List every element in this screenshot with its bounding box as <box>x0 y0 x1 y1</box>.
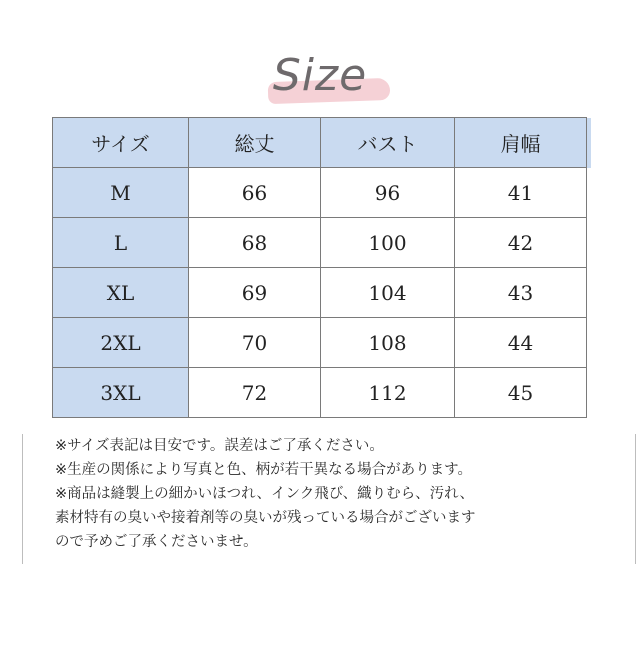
size-cell: L <box>53 218 189 268</box>
table-row <box>53 168 591 218</box>
length-cell: 66 <box>189 168 321 218</box>
bust-cell: 100 <box>321 218 455 268</box>
size-cell: M <box>53 168 189 218</box>
table-header-row <box>53 118 591 168</box>
size-cell: 2XL <box>53 318 189 368</box>
table-edge <box>587 368 591 418</box>
header-length: 総丈 <box>189 118 321 168</box>
note-line: ※生産の関係により写真と色、柄が若干異なる場合があります。 <box>55 462 472 478</box>
bust-cell: 112 <box>321 368 455 418</box>
page-title: Size <box>272 50 368 101</box>
shoulder-cell: 45 <box>455 368 587 418</box>
notes-box <box>22 434 636 564</box>
shoulder-cell: 41 <box>455 168 587 218</box>
table-edge <box>587 118 591 168</box>
table-row <box>53 318 591 368</box>
table-row <box>53 268 591 318</box>
note-line: ※商品は縫製上の細かいほつれ、インク飛び、織りむら、汚れ、 <box>55 486 475 502</box>
length-cell: 72 <box>189 368 321 418</box>
bust-cell: 108 <box>321 318 455 368</box>
length-cell: 68 <box>189 218 321 268</box>
header-shoulder: 肩幅 <box>455 118 587 168</box>
shoulder-cell: 44 <box>455 318 587 368</box>
shoulder-cell: 42 <box>455 218 587 268</box>
length-cell: 70 <box>189 318 321 368</box>
table-row <box>53 368 591 418</box>
bust-cell: 96 <box>321 168 455 218</box>
title-area <box>0 44 640 114</box>
bust-cell: 104 <box>321 268 455 318</box>
table-edge <box>587 168 591 218</box>
size-cell: 3XL <box>53 368 189 418</box>
size-cell: XL <box>53 268 189 318</box>
header-bust: バスト <box>321 118 455 168</box>
note-line: 素材特有の臭いや接着剤等の臭いが残っている場合がございます <box>55 510 476 526</box>
length-cell: 69 <box>189 268 321 318</box>
size-table <box>52 117 591 418</box>
table-edge <box>587 218 591 268</box>
header-size: サイズ <box>53 118 189 168</box>
note-line: ※サイズ表記は目安です。誤差はご了承ください。 <box>55 438 384 454</box>
table-edge <box>587 268 591 318</box>
shoulder-cell: 43 <box>455 268 587 318</box>
note-line: ので予めご了承くださいませ。 <box>55 534 258 550</box>
table-row <box>53 218 591 268</box>
table-edge <box>587 318 591 368</box>
